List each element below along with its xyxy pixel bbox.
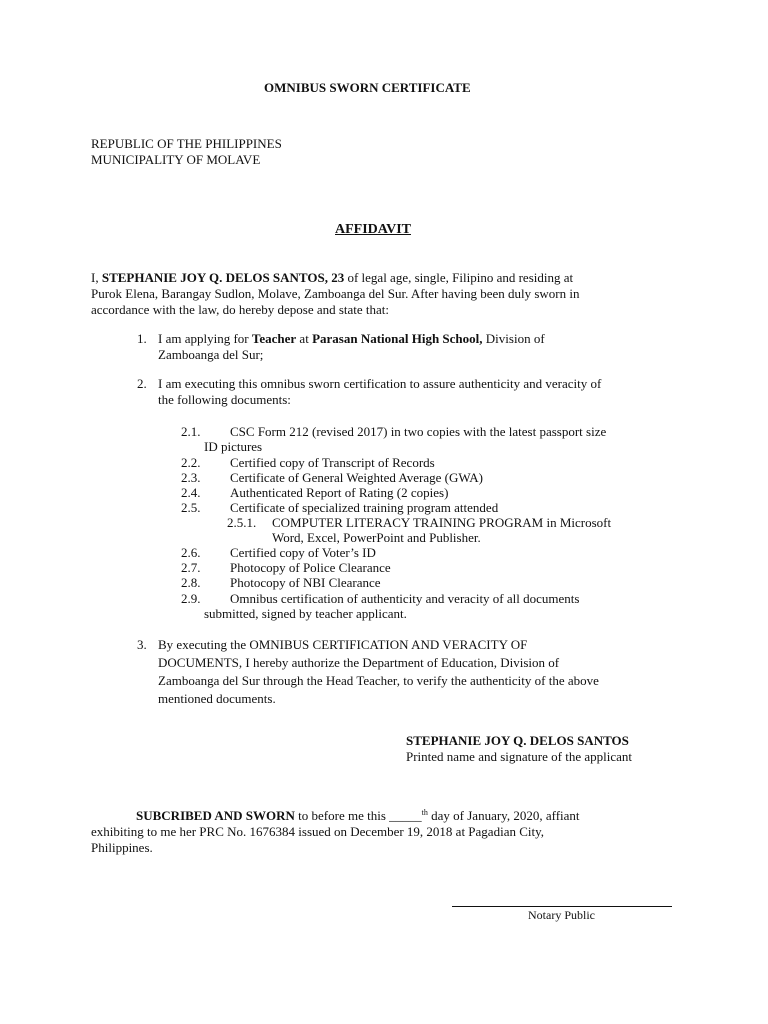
notary-label: Notary Public [528,908,595,922]
subitem-2-7-text: Photocopy of Police Clearance [230,560,391,575]
item-1-post: Division of [482,331,545,346]
school-name: Parasan National High School, [312,331,483,346]
item-2-line-2: the following documents: [158,392,291,407]
item-1-mid: at [296,331,313,346]
item-3-line-2: DOCUMENTS, I hereby authorize the Department of Education, Division of [158,655,560,670]
item-3-number: 3. [137,637,147,652]
intro-line-3: accordance with the law, do hereby depose and state that: [91,302,390,317]
subitem-2-6-text: Certified copy of Voter’s ID [230,545,376,560]
subitem-2-1-number: 2.1. [181,424,201,439]
subitem-2-3-text: Certificate of General Weighted Average (GWA) [230,470,483,485]
affiant-name-age: STEPHANIE JOY Q. DELOS SANTOS, 23 [101,270,345,285]
jurat-line-2: exhibiting to me her PRC No. 1676384 issued on December 19, 2018 at Pagadian City, [91,824,545,839]
affidavit-heading: AFFIDAVIT [335,222,411,237]
position-applied: Teacher [251,331,297,346]
subitem-2-4-text: Authenticated Report of Rating (2 copies) [230,485,449,500]
item-2-number: 2. [137,376,147,391]
subitem-2-4-number: 2.4. [181,485,201,500]
jurat-bold: SUBCRIBED AND SWORN [136,808,295,823]
item-1-pre: I am applying for [158,331,252,346]
subitem-2-8-number: 2.8. [181,575,201,590]
subitem-2-1-cont: ID pictures [204,439,263,454]
subitem-2-5-number: 2.5. [181,500,201,515]
subitem-2-7-number: 2.7. [181,560,201,575]
jurat-post: day of January, 2020, affiant [427,808,580,823]
notary-signature-line [452,906,672,907]
applicant-signature-caption: Printed name and signature of the applicant [406,749,632,764]
subitem-2-2-text: Certified copy of Transcript of Records [230,455,435,470]
jurat-day-suffix: th [421,808,428,817]
item-3-line-4: mentioned documents. [158,691,276,706]
subitem-2-9-number: 2.9. [181,591,201,606]
item-3-line-1: By executing the OMNIBUS CERTIFICATION AND VERACITY OF [158,637,528,652]
subitem-2-2-number: 2.2. [181,455,201,470]
item-1-number: 1. [137,331,147,346]
intro-line-2: Purok Elena, Barangay Sudlon, Molave, Zamboanga del Sur. After having been duly sworn in [91,286,580,301]
item-2-line-1: I am executing this omnibus sworn certification to assure authenticity and veracity of [158,376,602,391]
jurat-day-blank: _____ [389,808,422,823]
intro-line-1 [91,270,573,285]
subitem-2-6-number: 2.6. [181,545,201,560]
header-republic: REPUBLIC OF THE PHILIPPINES [91,136,282,151]
applicant-printed-name: STEPHANIE JOY Q. DELOS SANTOS [406,733,629,748]
header-municipality: MUNICIPALITY OF MOLAVE [91,152,261,167]
subitem-2-5-1-number: 2.5.1. [227,515,257,530]
jurat-pre: to before me this [294,808,390,823]
subitem-2-5-1-cont: Word, Excel, PowerPoint and Publisher. [272,530,481,545]
subitem-2-5-text: Certificate of specialized training program attended [230,500,499,515]
intro-line-1-rest: of legal age, single, Filipino and residing at [344,270,574,285]
jurat-line-3: Philippines. [91,840,153,855]
subitem-2-9-cont: submitted, signed by teacher applicant. [204,606,407,621]
document-title: OMNIBUS SWORN CERTIFICATE [264,80,471,95]
intro-prefix: I, [91,270,102,285]
jurat-line-1 [136,808,580,823]
item-1-line-2: Zamboanga del Sur; [158,347,264,362]
subitem-2-1-text: CSC Form 212 (revised 2017) in two copies with the latest passport size [230,424,607,439]
subitem-2-8-text: Photocopy of NBI Clearance [230,575,381,590]
subitem-2-9-text: Omnibus certification of authenticity and veracity of all documents [230,591,580,606]
item-3-line-3: Zamboanga del Sur through the Head Teacher, to verify the authenticity of the above [158,673,599,688]
subitem-2-3-number: 2.3. [181,470,201,485]
subitem-2-5-1-text: COMPUTER LITERACY TRAINING PROGRAM in Microsoft [272,515,612,530]
item-1-line-1 [158,331,545,346]
